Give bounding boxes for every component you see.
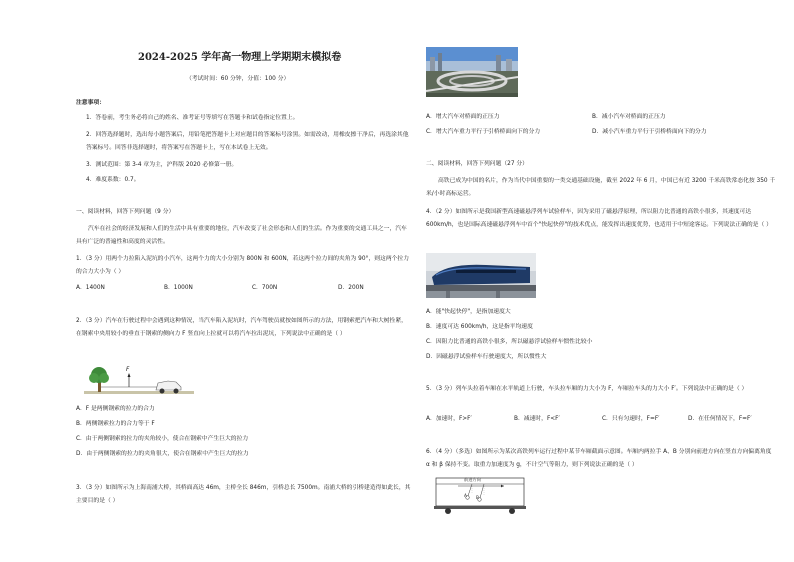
nanpu-bridge-photo xyxy=(426,47,518,97)
q2-option-d[interactable]: D．由于两侧钢索的拉力的夹角很大，使合在钢索中产生巨大的拉力 xyxy=(76,451,249,457)
note-item-2: 2．回答选择题时，选出每小题答案后，用铅笔把答题卡上对应题目的答案标号涂黑。如需改动，用橡皮擦干净后，再选涂其他答案标号。回答非选择题时，将答案写在答题卡上，写在本试卷上无效。 xyxy=(86,132,409,151)
section2-heading: 二、阅读材料，回答下列问题（27 分） xyxy=(426,161,528,167)
q4-option-a[interactable]: A．能"快起快停"，是指加速度大 xyxy=(426,309,511,315)
q5-option-c[interactable]: C．只有匀速时，F=F′ xyxy=(602,416,660,422)
q4-option-b[interactable]: B．速度可达 600km/h，这是指平均速度 xyxy=(426,324,533,330)
notes-heading: 注意事项： xyxy=(76,100,105,106)
q2-option-a[interactable]: A．F 是两侧钢索的拉力的合力 xyxy=(76,406,155,412)
q5-stem: 5．（3 分）列车头拉着车厢在水平轨道上行驶，车头拉车厢的力大小为 F，车厢拉车头的力大小 F′。下列说法中正确的是（ ） xyxy=(426,386,748,392)
section1-intro: 汽车在社会的经济发展和人们的生活中具有重要的地位，汽车改变了社会形态和人们的生活。作为重要的交通工具之一，汽车具有广泛的普遍性和高度的灵活性。 xyxy=(76,226,407,245)
q5-option-d[interactable]: D．在任何情况下，F=F′ xyxy=(688,416,752,422)
q1-option-b[interactable]: B．1000N xyxy=(164,285,193,291)
maglev-train-photo xyxy=(426,253,536,298)
section2-intro: 高铁已成为中国的名片，作为当代中国重要的一类交通基础设施，截至 2022 年 6 月，中国已有近 3200 千米高铁常态化按 350 千米/小时高标运营。 xyxy=(426,178,776,197)
section1-heading: 一、阅读材料，回答下列问题（9 分） xyxy=(76,209,175,215)
q6-label-b: B xyxy=(476,495,479,500)
q1-stem: 1．（3 分）用两个力拉陷入泥坑的小汽车，这两个力的大小分别为 800N 和 600N，若这两个拉力间的夹角为 90°，则这两个拉力的合力大小为（ ） xyxy=(76,256,410,275)
left-column xyxy=(76,0,412,562)
q1-option-d[interactable]: D．200N xyxy=(338,285,364,291)
q4-stem: 4．（2 分）如图所示是我国新型高速磁悬浮列车试验样车，因为采用了磁悬浮原理，所以阻力比普通的高铁小很多，其速度可达 600km/h，也是国际高速磁悬浮列车中首个"快起快停"的技术优点，能发挥出速度优势，也适用于中短途客运。下列说法正确的是（ ） xyxy=(426,209,772,228)
q3-option-c[interactable]: C．增大汽车重力平行于引桥桥面向下的分力 xyxy=(426,129,541,135)
note-item-4: 4．难度系数：0.7。 xyxy=(86,177,140,183)
q3-option-d[interactable]: D．减小汽车重力平行于引桥桥面向下的分力 xyxy=(592,129,707,135)
q4-option-c[interactable]: C．因阻力比普通的高铁小很多，所以磁悬浮试验样车惯性比较小 xyxy=(426,339,593,345)
q5-option-a[interactable]: A．加速时，F>F′ xyxy=(426,416,472,422)
q6-stem: 6．（4 分）（多选）如图所示为某次高铁列车运行过程中某节车厢截面示意图。车厢内两拉手 A、B 分别向前进方向在竖直方向偏离角度 α 和 β 保持不变。取重力加速度为 g，不计空气等阻力，则下列说法正确的是（ ） xyxy=(426,449,772,468)
q2-tree-car-figure xyxy=(84,365,194,397)
note-item-3: 3．测试范围：第 3-4 章为主，沪科版 2020 必修第一册。 xyxy=(86,162,238,168)
q2-option-c[interactable]: C．由于两侧钢索的拉力的夹角较小，使合在钢索中产生巨大的拉力 xyxy=(76,436,249,442)
q1-option-c[interactable]: C．700N xyxy=(252,285,278,291)
q2-option-b[interactable]: B．两侧钢索拉力的合力等于 F xyxy=(76,421,155,427)
q2-figure-label: F xyxy=(126,367,130,373)
q6-figure-direction-label: 前进方向 xyxy=(464,477,481,482)
q6-label-a: A xyxy=(464,493,467,498)
q5-option-b[interactable]: B．减速时，F<F′ xyxy=(514,416,560,422)
note-item-1: 1．答卷前，考生务必将自己的姓名、准考证号等填写在答题卡和试卷指定位置上。 xyxy=(86,115,299,121)
q4-option-d[interactable]: D．因磁悬浮试验样车行驶速度大，所以惯性大 xyxy=(426,354,547,360)
exam-info: （考试时间：60 分钟，分值：100 分） xyxy=(186,76,290,82)
q3-stem: 3．（3 分）如图所示为上海南浦大桥，其桥面高达 46m，主桥全长 846m，引桥总长 7500m。南浦大桥的引桥建造得如此长，其主要目的是（ ） xyxy=(76,485,411,504)
paper-title: 2024-2025 学年高一物理上学期期末模拟卷 xyxy=(138,52,342,63)
q3-option-b[interactable]: B．减小汽车对桥面的正压力 xyxy=(592,114,666,120)
q2-stem: 2．（3 分）汽车在行驶过程中会遇到这种情况，当汽车陷入泥坑时，汽车驾驶员就按如图所示的方法，用钢索把汽车和大树拴紧，在钢索中央用较小的垂直于钢索的侧向力 F 竖直向上拉就可以将汽车拉出泥坑，下列说法中正确的是（ ） xyxy=(76,318,407,337)
right-column xyxy=(426,0,776,562)
q3-option-a[interactable]: A．增大汽车对桥面的正压力 xyxy=(426,114,500,120)
q1-option-a[interactable]: A．1400N xyxy=(76,285,105,291)
